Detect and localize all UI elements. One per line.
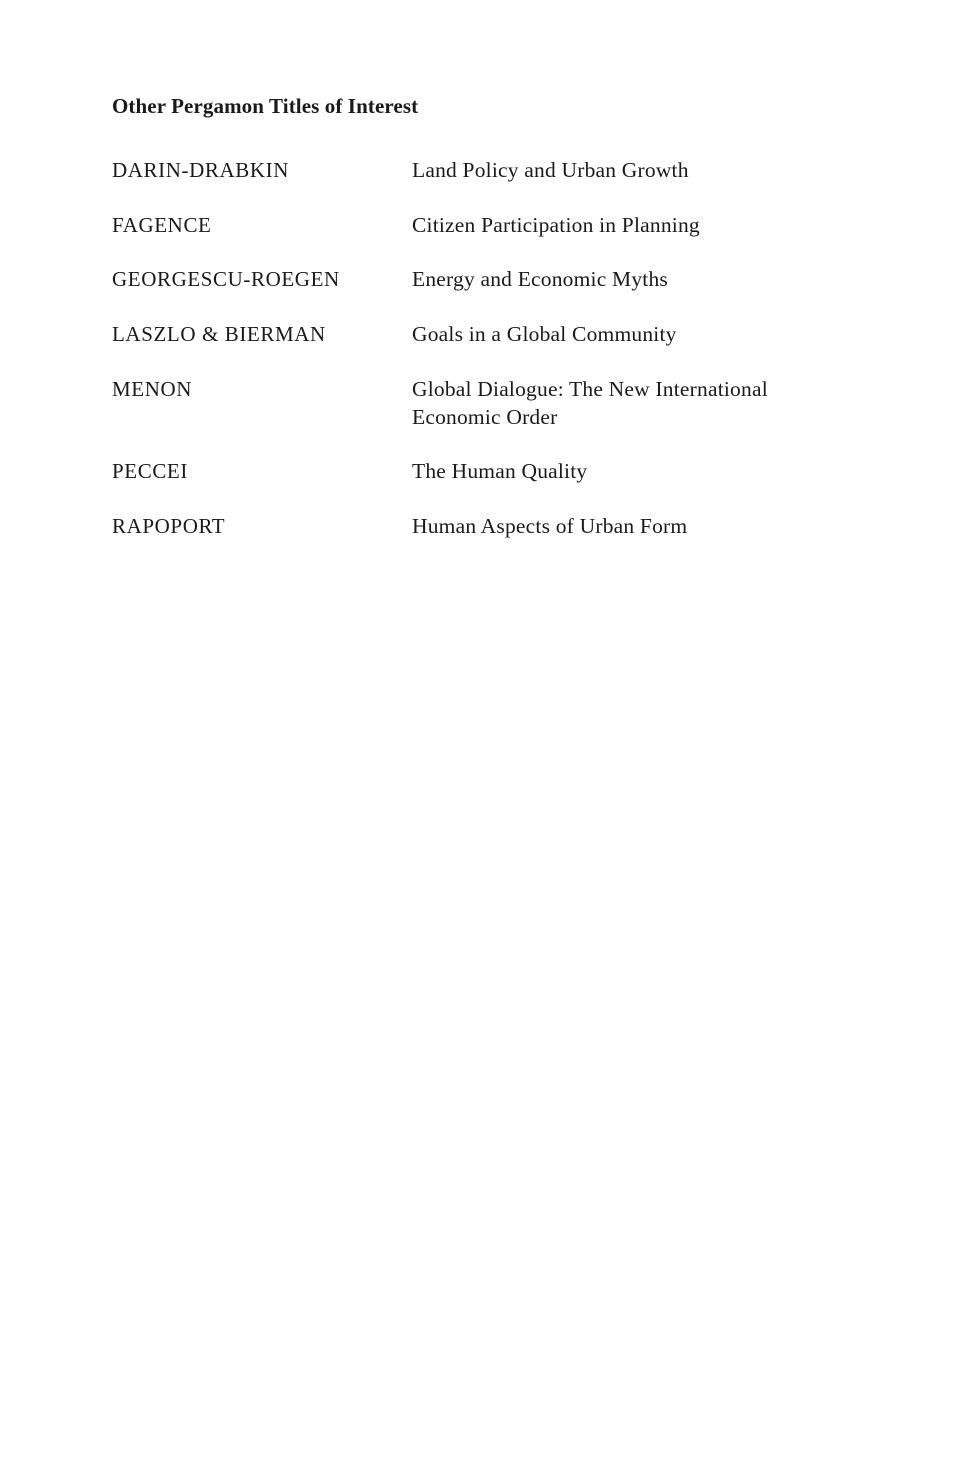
author-name: LASZLO & BIERMAN: [112, 322, 326, 346]
book-title-line: Land Policy and Urban Growth: [412, 158, 689, 182]
book-title: [412, 320, 852, 348]
book-title-line: Human Aspects of Urban Form: [412, 514, 688, 538]
author-name: FAGENCE: [112, 213, 212, 237]
book-title-line: Goals in a Global Community: [412, 322, 677, 346]
book-title: [412, 156, 852, 184]
author-name: GEORGESCU-ROEGEN: [112, 267, 340, 291]
author-name: DARIN-DRABKIN: [112, 158, 289, 182]
book-title: [412, 265, 852, 293]
author-name: MENON: [112, 377, 192, 401]
book-title: [412, 512, 852, 540]
book-title-line: Energy and Economic Myths: [412, 267, 668, 291]
author-name: RAPOPORT: [112, 514, 226, 538]
book-title-line: Global Dialogue: The New International: [412, 377, 768, 401]
page-heading: Other Pergamon Titles of Interest: [112, 94, 419, 118]
book-title: [412, 457, 852, 485]
book-title-line: Economic Order: [412, 405, 558, 429]
book-title-line: Citizen Participation in Planning: [412, 213, 700, 237]
author-name: PECCEI: [112, 459, 188, 483]
book-title-line: The Human Quality: [412, 459, 588, 483]
book-title: [412, 211, 852, 239]
book-title: [412, 375, 852, 431]
